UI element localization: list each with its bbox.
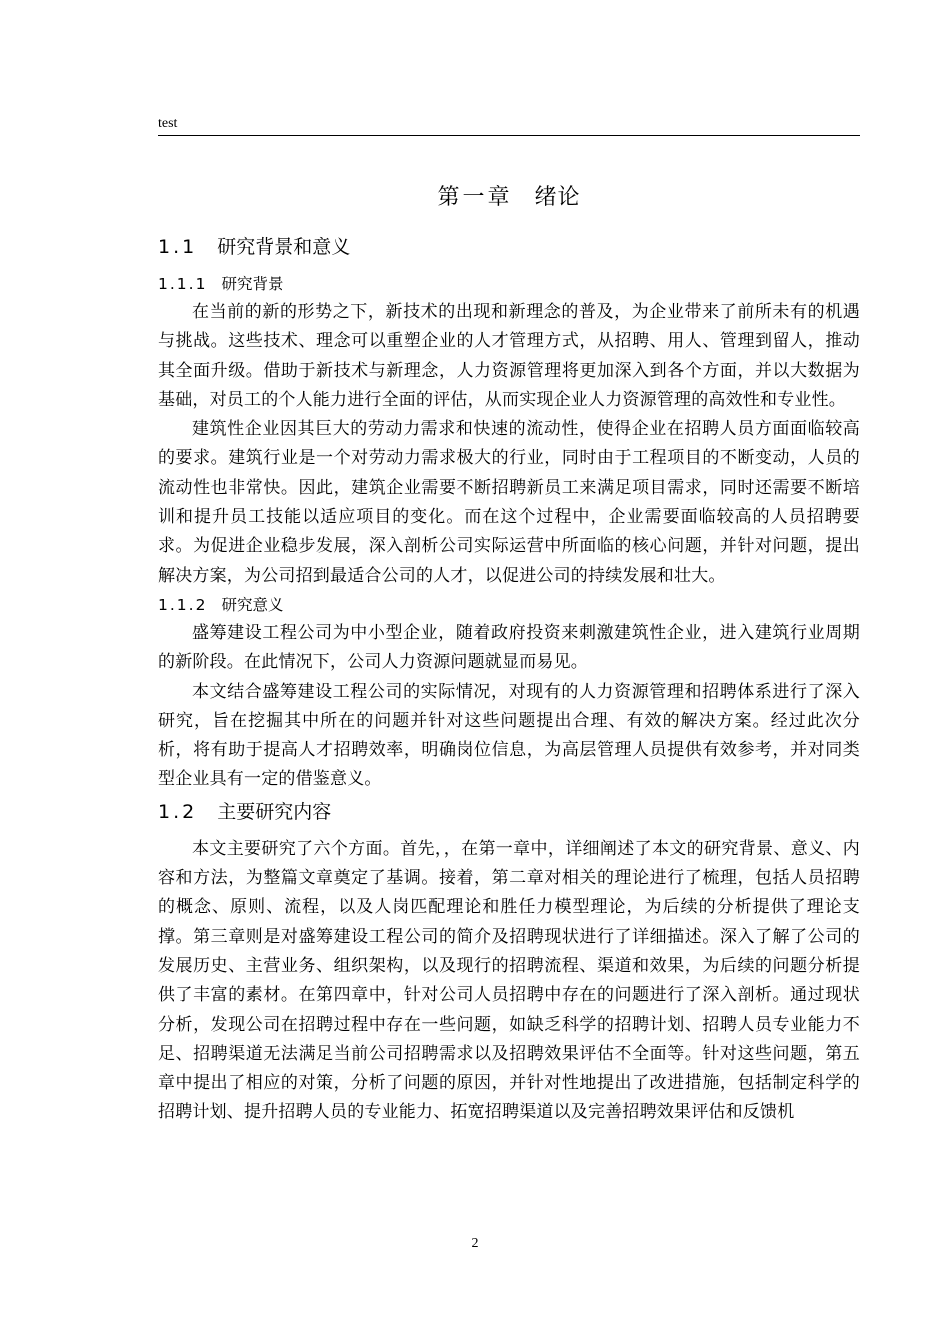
body-paragraph: 建筑性企业因其巨大的劳动力需求和快速的流动性，使得企业在招聘人员方面面临较高的要求。建筑行业是一个对劳动力需求极大的行业，同时由于工程项目的不断变动，人员的流动性也非常快。因此，建筑企业需要不断招聘新员工来满足项目需求，同时还需要不断培训和提升员工技能以适应项目的变化。而在这个过程中，企业需要面临较高的人员招聘要求。为促进企业稳步发展，深入剖析公司实际运营中所面临的核心问题，并针对问题，提出解决方案，为公司招到最适合公司的人才，以促进公司的持续发展和壮大。 xyxy=(158,419,860,586)
subsection-number: 1.1.2 xyxy=(158,595,208,614)
body-paragraph: 盛筹建设工程公司为中小型企业，随着政府投资来刺激建筑性企业，进入建筑行业周期的新阶段。在此情况下，公司人力资源问题就显而易见。 xyxy=(158,622,860,673)
section-number: 1.1 xyxy=(158,236,198,258)
subsection-title: 研究意义 xyxy=(221,595,284,614)
body-paragraph: 本文结合盛筹建设工程公司的实际情况，对现有的人力资源管理和招聘体系进行了深入研究，旨在挖掘其中所在的问题并针对这些问题提出合理、有效的解决方案。经过此次分析，将有助于提高人才招聘效率，明确岗位信息，为高层管理人员提供有效参考，并对同类型企业具有一定的借鉴意义。 xyxy=(158,681,860,790)
section-title: 主要研究内容 xyxy=(217,800,332,823)
page-number: 2 xyxy=(471,1236,479,1251)
chapter-heading xyxy=(158,178,860,218)
subsection-title: 研究背景 xyxy=(221,275,284,293)
section-title: 研究背景和意义 xyxy=(217,236,351,258)
chapter-number: 第一章 xyxy=(437,185,513,210)
subsection-number: 1.1.1 xyxy=(158,275,208,293)
subsection-heading-1-1-1 xyxy=(158,270,860,298)
section-heading-1-1 xyxy=(158,230,860,264)
body-paragraph: 在当前的新的形势之下，新技术的出现和新理念的普及，为企业带来了前所未有的机遇与挑战。这些技术、理念可以重塑企业的人才管理方式，从招聘、用人、管理到留人，推动其全面升级。借助于新技术与新理念，人力资源管理将更加深入到各个方面，并以大数据为基础，对员工的个人能力进行全面的评估，从而实现企业人力资源管理的高效性和专业性。 xyxy=(158,302,860,410)
running-header-title: test xyxy=(158,116,178,131)
chapter-title: 绪论 xyxy=(534,185,581,210)
section-heading-1-2 xyxy=(158,795,860,829)
subsection-heading-1-1-2 xyxy=(158,591,860,619)
page-content xyxy=(158,178,860,1128)
page-footer xyxy=(0,1236,950,1252)
section-number: 1.2 xyxy=(158,800,198,823)
body-paragraph: 本文主要研究了六个方面。首先，，在第一章中，详细阐述了本文的研究背景、意义、内容和方法，为整篇文章奠定了基调。接着，第二章对相关的理论进行了梳理，包括人员招聘的概念、原则、流程，以及人岗匹配理论和胜任力模型理论，为后续的分析提供了理论支撑。第三章则是对盛筹建设工程公司的简介及招聘现状进行了详细描述。深入了解了公司的发展历史、主营业务、组织架构，以及现行的招聘流程、渠道和效果，为后续的问题分析提供了丰富的素材。在第四章中，针对公司人员招聘中存在的问题进行了深入剖析。通过现状分析，发现公司在招聘过程中存在一些问题，如缺乏科学的招聘计划、招聘人员专业能力不足、招聘渠道无法满足当前公司招聘需求以及招聘效果评估不全面等。针对这些问题，第五章中提出了相应的对策，分析了问题的原因，并针对性地提出了改进措施，包括制定科学的招聘计划、提升招聘人员的专业能力、拓宽招聘渠道以及完善招聘效果评估和反馈机 xyxy=(158,838,860,1123)
running-header xyxy=(158,117,860,136)
